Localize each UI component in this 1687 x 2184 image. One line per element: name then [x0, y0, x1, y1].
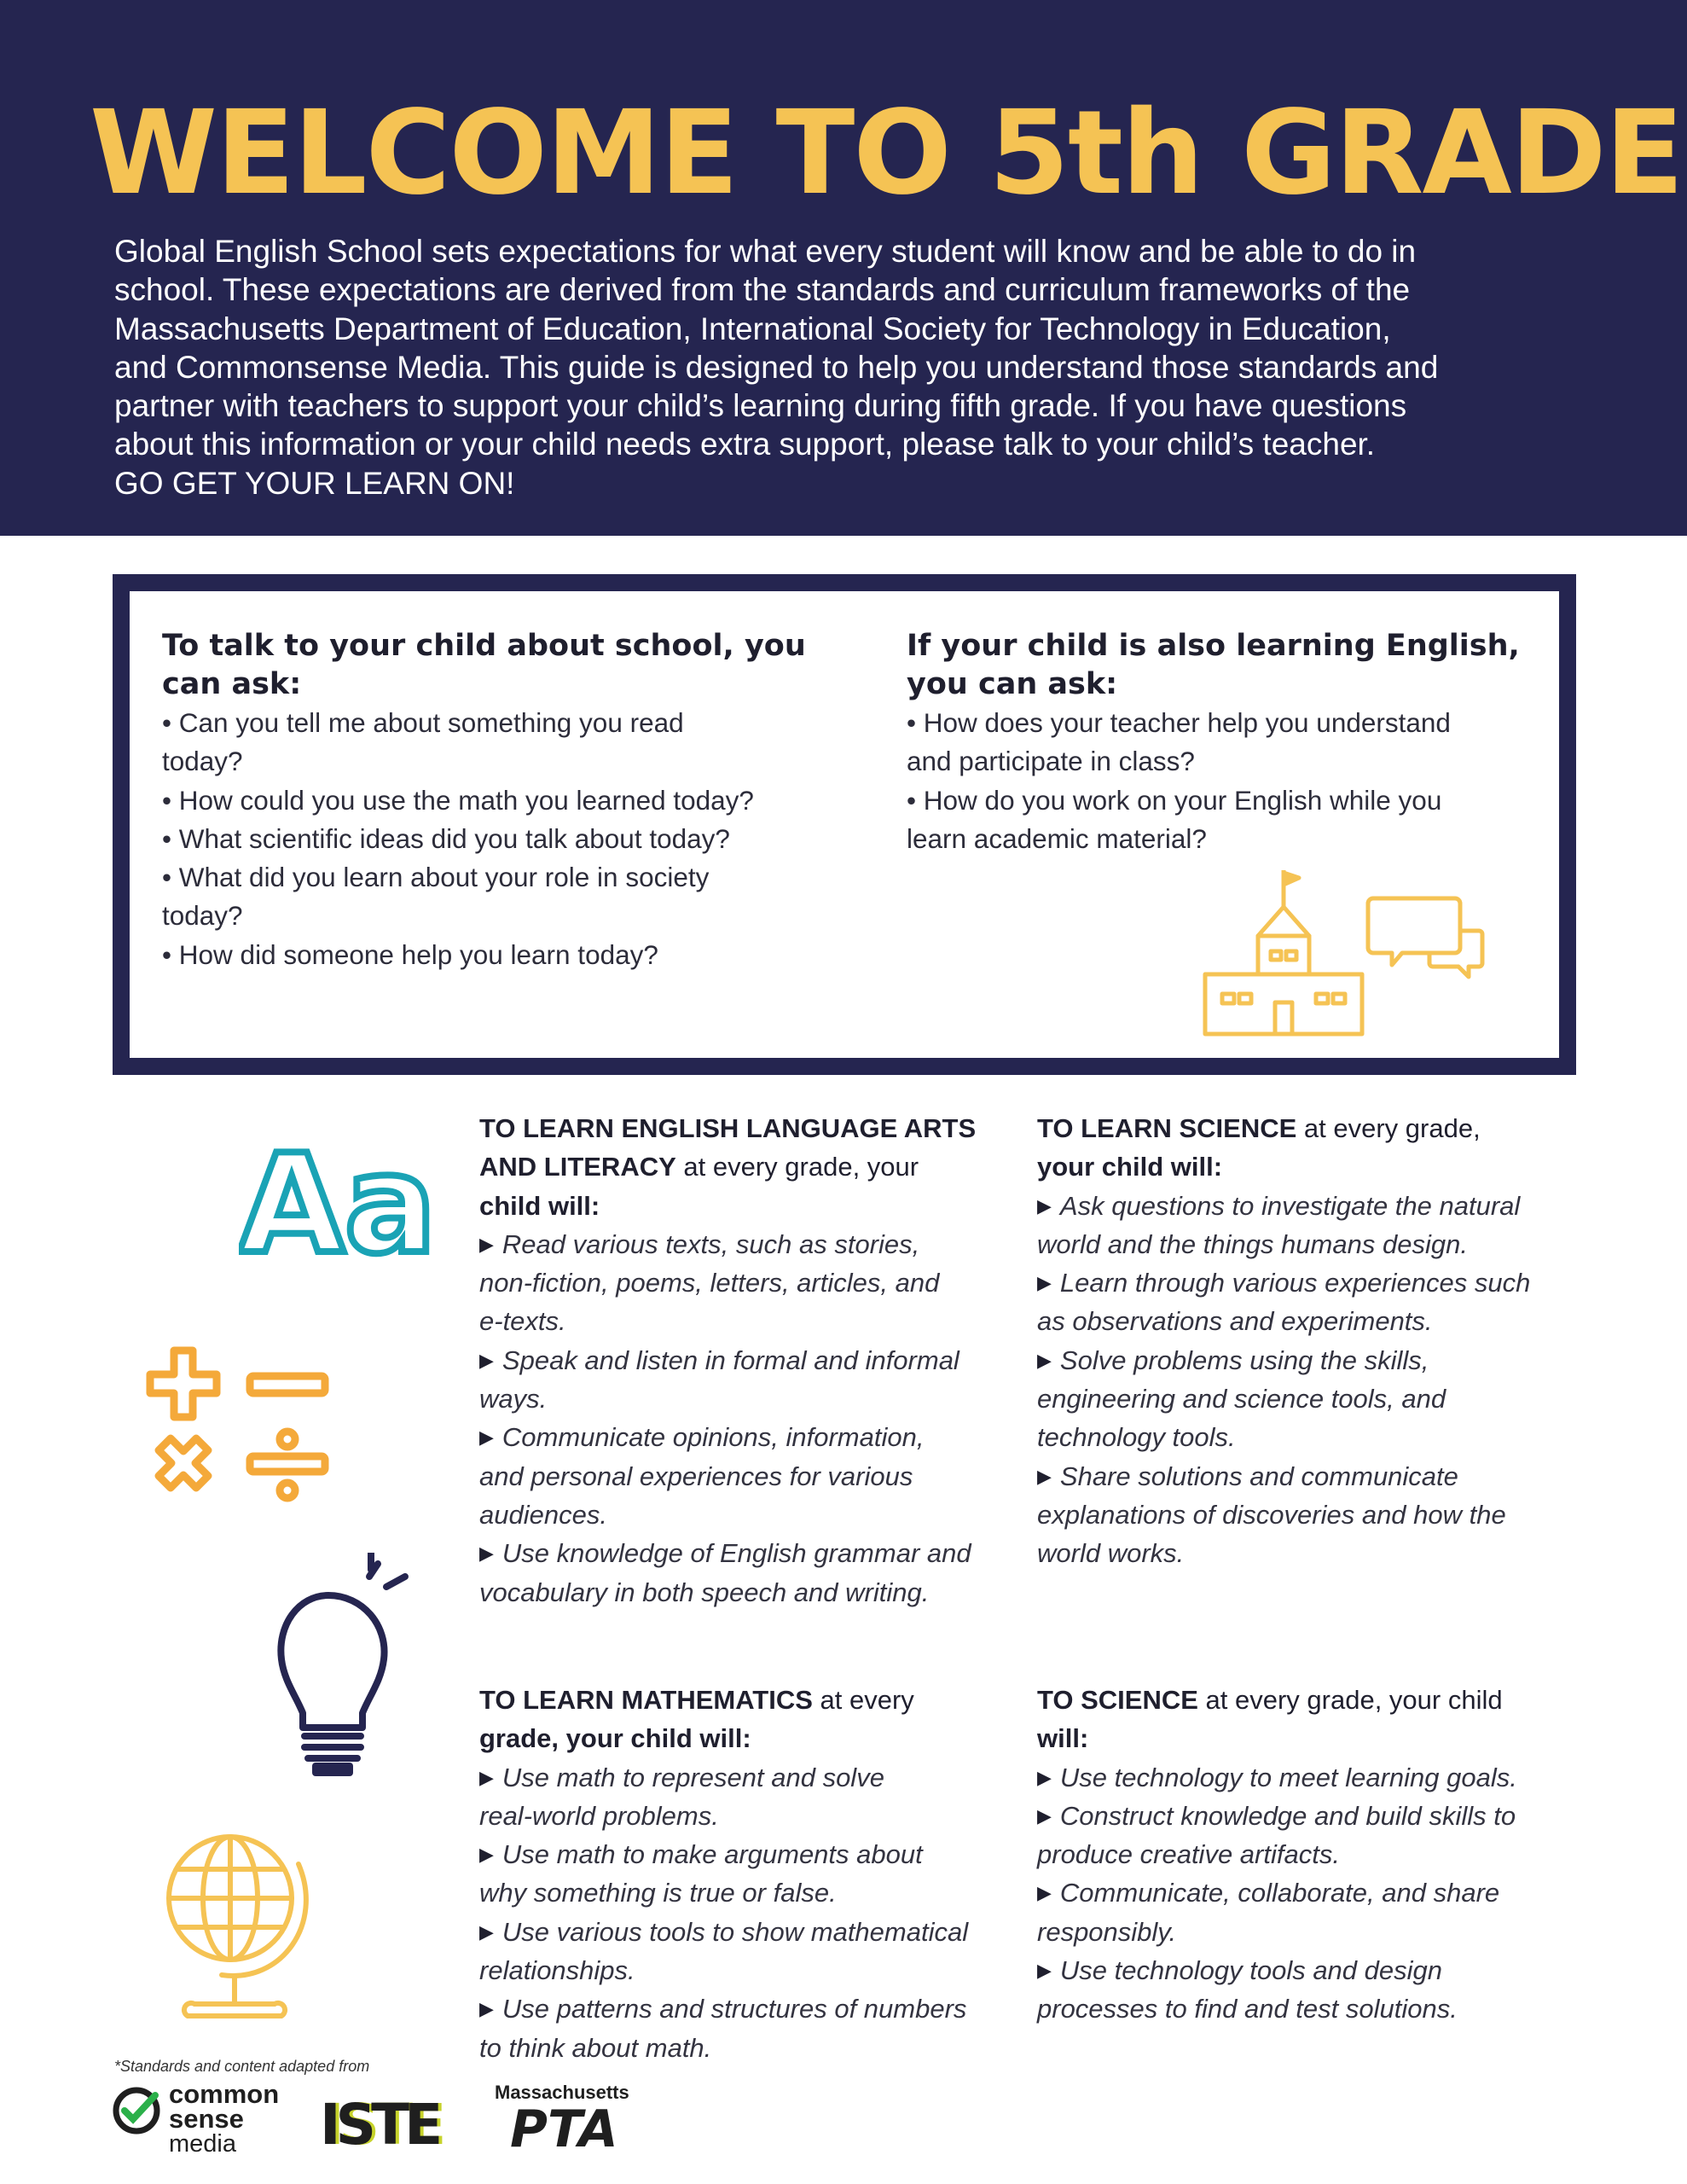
list-item: [1037, 1873, 1600, 1912]
list-item: today?: [162, 746, 243, 777]
section-list: [479, 1225, 1025, 1612]
section-ela: [479, 1109, 1025, 1612]
list-item: [479, 1380, 1025, 1418]
list-item: [479, 1302, 1025, 1340]
heading-bold: TO LEARN SCIENCE: [1037, 1113, 1297, 1143]
triangle-bullet-icon: ▶: [479, 1233, 494, 1255]
ask-list: [162, 704, 810, 974]
list-item-text: Speak and listen in formal and informal: [501, 1345, 959, 1375]
list-item: • Can you tell me about something you read: [162, 707, 684, 738]
list-item-text: Construct knowledge and build skills to: [1059, 1800, 1516, 1831]
triangle-bullet-icon: ▶: [1037, 1882, 1052, 1904]
list-item: [1037, 1496, 1600, 1534]
list-item: [479, 1913, 1025, 1951]
list-item-text: world works.: [1037, 1538, 1185, 1569]
ask-column-english: [907, 627, 1521, 858]
list-item: [1037, 1418, 1600, 1456]
list-item-text: engineering and science tools, and: [1037, 1384, 1446, 1414]
triangle-bullet-icon: ▶: [479, 1766, 494, 1788]
list-item: [479, 1457, 1025, 1496]
checkmark-icon: [111, 2085, 162, 2136]
massachusetts-pta-logo: [495, 2082, 629, 2159]
list-item-text: to think about math.: [479, 2032, 712, 2063]
list-item-text: Read various texts, such as stories,: [501, 1228, 920, 1259]
section-science: [1037, 1109, 1600, 1573]
list-item: [1037, 1913, 1600, 1951]
list-item: [1037, 1187, 1600, 1225]
list-item: • How does your teacher help you understand: [907, 707, 1451, 738]
list-item: [479, 1341, 1025, 1380]
list-item-text: why something is true or false.: [479, 1878, 837, 1908]
list-item-text: Use various tools to show mathematical: [501, 1916, 969, 1947]
list-item-text: non-fiction, poems, letters, articles, and: [479, 1268, 940, 1298]
list-item: [1037, 1534, 1600, 1572]
list-item: [479, 1496, 1025, 1534]
list-item-text: Use knowledge of English grammar and: [501, 1538, 971, 1569]
list-item-text: vocabulary in both speech and writing.: [479, 1577, 930, 1607]
heading-rest: at every grade,: [1296, 1113, 1481, 1143]
list-item-text: relationships.: [479, 1955, 635, 1986]
heading-bold: grade, your child will:: [479, 1723, 751, 1754]
list-item: learn academic material?: [907, 822, 1207, 854]
triangle-bullet-icon: ▶: [1037, 1465, 1052, 1487]
intro-line: Massachusetts Department of Education, International Society for Technology in Education,: [114, 311, 1391, 346]
globe-icon: [154, 1813, 316, 2022]
list-item: [479, 1951, 1025, 1989]
heading-rest: at every: [812, 1685, 914, 1715]
list-item: [479, 1263, 1025, 1302]
svg-text:Aa: Aa: [239, 1130, 437, 1267]
triangle-bullet-icon: ▶: [479, 1542, 494, 1565]
triangle-bullet-icon: ▶: [479, 1920, 494, 1943]
list-item: • How did someone help you learn today?: [162, 938, 658, 970]
list-item-text: Communicate opinions, information,: [501, 1422, 925, 1453]
section-list: [479, 1758, 1025, 2067]
ask-list: [907, 704, 1521, 858]
triangle-bullet-icon: ▶: [479, 1426, 494, 1449]
list-item-text: Use math to represent and solve: [501, 1762, 884, 1792]
logo-text: PTA: [510, 2100, 618, 2159]
heading-rest: at every grade, your child: [1197, 1685, 1503, 1715]
list-item: [1037, 1835, 1600, 1873]
list-item-text: processes to find and test solutions.: [1037, 1994, 1458, 2024]
list-item-text: Communicate, collaborate, and share: [1059, 1878, 1500, 1908]
list-item: • What scientific ideas did you talk about today?: [162, 822, 730, 854]
triangle-bullet-icon: ▶: [1037, 1804, 1052, 1827]
section-heading: [479, 1187, 1025, 1225]
intro-line: and Commonsense Media. This guide is designed to help you understand those standards and: [114, 349, 1439, 385]
heading-rest: at every grade, your: [675, 1152, 919, 1182]
lightbulb-icon: [260, 1553, 414, 1783]
section-heading: [1037, 1681, 1600, 1719]
common-sense-media-logo: [111, 2079, 290, 2163]
list-item: [1037, 1225, 1600, 1263]
list-item-text: Solve problems using the skills,: [1059, 1345, 1429, 1375]
school-chat-icon: [1198, 866, 1488, 1037]
logo-text: common: [169, 2079, 280, 2109]
list-item-text: technology tools.: [1037, 1422, 1236, 1453]
ask-heading: To talk to your child about school, you: [162, 629, 806, 663]
list-item: [1037, 1341, 1600, 1380]
list-item-text: Use math to make arguments about: [501, 1839, 923, 1870]
list-item-text: real-world problems.: [479, 1800, 719, 1831]
heading-bold: TO SCIENCE: [1037, 1685, 1198, 1715]
list-item: and participate in class?: [907, 746, 1195, 777]
section-list: [1037, 1758, 1600, 2029]
section-list: [1037, 1187, 1600, 1573]
section-heading: [1037, 1719, 1600, 1757]
list-item: [479, 1873, 1025, 1912]
list-item: [479, 1573, 1025, 1612]
triangle-bullet-icon: ▶: [1037, 1960, 1052, 1982]
section-heading: [479, 1147, 1025, 1186]
triangle-bullet-icon: ▶: [1037, 1194, 1052, 1217]
logo-text: ISTE: [320, 2092, 438, 2158]
iste-logo: [320, 2092, 438, 2158]
logo-text: Massachusetts: [495, 2082, 629, 2103]
list-item: [479, 1225, 1025, 1263]
math-operators-icon: [143, 1344, 335, 1527]
list-item: [479, 1989, 1025, 2028]
logo-text: media: [169, 2130, 236, 2158]
triangle-bullet-icon: ▶: [1037, 1272, 1052, 1294]
list-item: [479, 1418, 1025, 1456]
triangle-bullet-icon: ▶: [1037, 1349, 1052, 1371]
list-item-text: as observations and experiments.: [1037, 1306, 1433, 1337]
list-item-text: audiences.: [479, 1499, 607, 1530]
letters-aa-icon: [239, 1130, 443, 1267]
heading-bold: child will:: [479, 1190, 600, 1221]
list-item: [479, 2029, 1025, 2067]
list-item-text: e-texts.: [479, 1306, 566, 1337]
intro-line: Global English School sets expectations for what every student will know and be able to do in: [114, 234, 1417, 269]
section-heading: [1037, 1147, 1600, 1186]
heading-bold: AND LITERACY: [479, 1152, 676, 1182]
section-heading: [1037, 1109, 1600, 1147]
list-item: [1037, 1457, 1600, 1496]
heading-bold: will:: [1037, 1723, 1089, 1754]
list-item: • How could you use the math you learned today?: [162, 784, 754, 816]
intro-line: school. These expectations are derived from the standards and curriculum frameworks of the: [114, 272, 1411, 308]
logo-text: sense: [169, 2104, 244, 2134]
list-item: [1037, 1989, 1600, 2028]
triangle-bullet-icon: ▶: [479, 1998, 494, 2020]
list-item: today?: [162, 900, 243, 932]
list-item-text: Ask questions to investigate the natural: [1059, 1190, 1521, 1221]
list-item: [1037, 1380, 1600, 1418]
intro-line: partner with teachers to support your child’s learning during fifth grade. If you have questions: [114, 388, 1407, 424]
list-item: [1037, 1263, 1600, 1302]
intro-line: GO GET YOUR LEARN ON!: [114, 465, 515, 501]
section-technology: [1037, 1681, 1600, 2029]
intro-paragraph: [114, 232, 1581, 502]
ask-heading: you can ask:: [907, 667, 1118, 701]
list-item-text: world and the things humans design.: [1037, 1228, 1468, 1259]
list-item: [479, 1797, 1025, 1835]
list-item: • What did you learn about your role in society: [162, 862, 710, 893]
list-item: [1037, 1758, 1600, 1797]
list-item-text: Learn through various experiences such: [1059, 1268, 1531, 1298]
header-banner: [0, 0, 1687, 536]
heading-bold: TO LEARN MATHEMATICS: [479, 1685, 813, 1715]
section-heading: [479, 1719, 1025, 1757]
footnote: *Standards and content adapted from: [114, 2058, 370, 2075]
list-item: • How do you work on your English while you: [907, 784, 1442, 816]
list-item-text: Use patterns and structures of numbers: [501, 1994, 967, 2024]
list-item: [479, 1534, 1025, 1572]
page-title: WELCOME TO 5th GRADE: [90, 86, 1683, 221]
triangle-bullet-icon: ▶: [1037, 1766, 1052, 1788]
heading-bold: your child will:: [1037, 1152, 1223, 1182]
list-item: [1037, 1302, 1600, 1340]
triangle-bullet-icon: ▶: [479, 1349, 494, 1371]
list-item-text: Use technology to meet learning goals.: [1059, 1762, 1517, 1792]
ask-column-school: [162, 627, 810, 974]
list-item-text: responsibly.: [1037, 1916, 1177, 1947]
intro-line: about this information or your child needs extra support, please talk to your child’s teacher.: [114, 427, 1376, 462]
list-item-text: Use technology tools and design: [1059, 1955, 1442, 1986]
heading-bold: TO LEARN ENGLISH LANGUAGE ARTS: [479, 1113, 977, 1143]
section-math: [479, 1681, 1025, 2067]
list-item-text: explanations of discoveries and how the: [1037, 1499, 1506, 1530]
section-heading: [479, 1109, 1025, 1147]
list-item-text: Share solutions and communicate: [1059, 1461, 1458, 1491]
list-item: [1037, 1951, 1600, 1989]
ask-heading: If your child is also learning English,: [907, 629, 1520, 663]
list-item: [479, 1835, 1025, 1873]
list-item-text: and personal experiences for various: [479, 1461, 913, 1491]
list-item: [1037, 1797, 1600, 1835]
triangle-bullet-icon: ▶: [479, 1844, 494, 1866]
section-heading: [479, 1681, 1025, 1719]
list-item-text: ways.: [479, 1384, 548, 1414]
list-item-text: produce creative artifacts.: [1037, 1839, 1340, 1870]
list-item: [479, 1758, 1025, 1797]
ask-heading: can ask:: [162, 667, 302, 701]
